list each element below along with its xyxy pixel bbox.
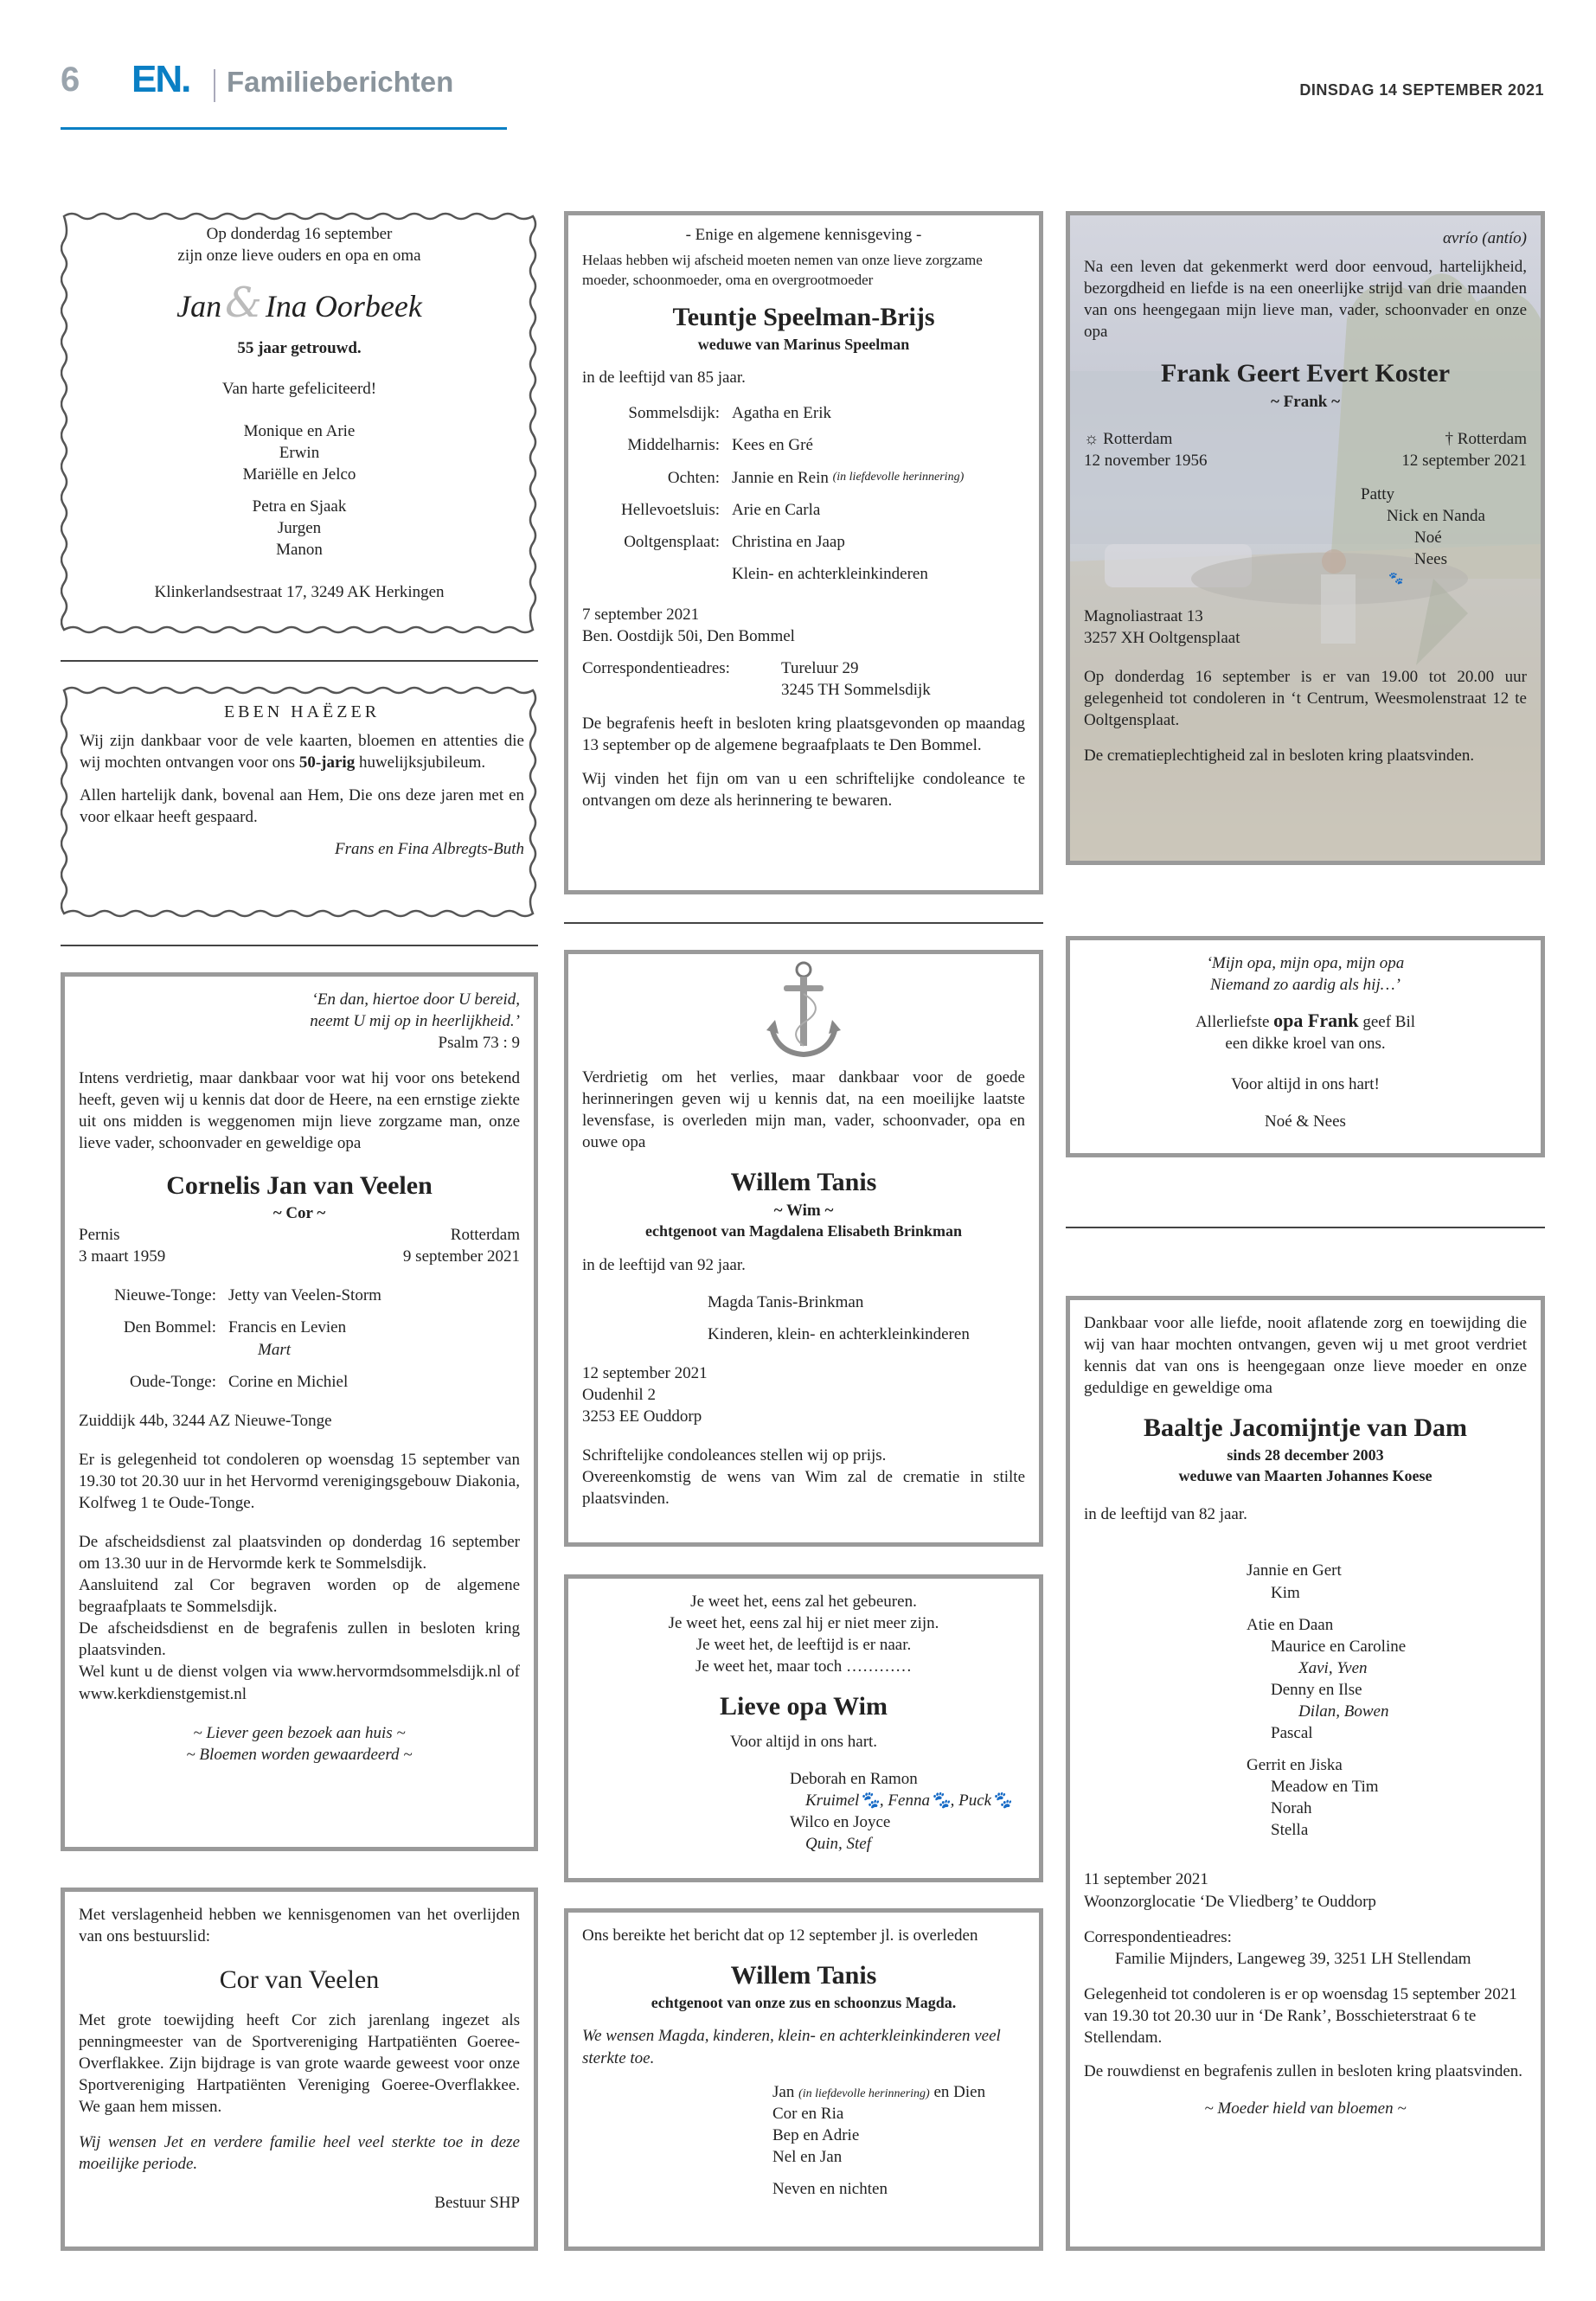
family-line: Stella xyxy=(1271,1821,1309,1840)
died-date: 9 september 2021 xyxy=(402,1247,520,1266)
deceased-name: Cornelis Jan van Veelen xyxy=(166,1170,433,1200)
deceased-name: Cor van Veelen xyxy=(219,1965,380,1995)
family-row: Middelharnis: Kees en Gré xyxy=(627,436,813,455)
family-line: Magda Tanis-Brinkman xyxy=(708,1292,864,1311)
family-line: Quin, Stef xyxy=(805,1835,871,1854)
paragraph: Wel kunt u de dienst volgen via www.hervormdsommelsdijk.nl of www.kerkdienstgemist.nl xyxy=(79,1663,520,1703)
paragraph: Wij wensen Jet en verdere familie heel veel sterkte toe in deze moeilijke periode. xyxy=(79,2133,520,2174)
family-line: Xavi, Yven xyxy=(1298,1658,1368,1677)
family-line: Kim xyxy=(1271,1583,1300,1602)
header-date: DINSDAG 14 SEPTEMBER 2021 xyxy=(1299,81,1544,99)
header-divider xyxy=(214,69,215,102)
paragraph: De afscheidsdienst zal plaatsvinden op donderdag 16 september om 13.30 uur in de Hervormde kerk te Sommelsdijk. xyxy=(79,1533,520,1574)
address: 3257 XH Ooltgensplaat xyxy=(1084,629,1240,648)
born-date: 12 november 1956 xyxy=(1084,452,1208,471)
intro: Met verslagenheid hebben we kennisgenomen van het overlijden van ons bestuurslid: xyxy=(79,1906,520,1946)
family-line: Meadow en Tim xyxy=(1271,1778,1379,1797)
family-line: Nees xyxy=(1414,550,1447,569)
obituary-teuntje xyxy=(564,211,1043,894)
paw-icon: 🐾 xyxy=(1388,571,1404,586)
age: in de leeftijd van 85 jaar. xyxy=(582,369,746,388)
quote: ‘En dan, hiertoe door U bereid, xyxy=(311,990,520,1009)
paragraph: Met grote toewijding heeft Cor zich jarenlang ingezet als penningmeester van de Sportvereniging Hartpatiënten Goeree-Overflakkee. Zijn bijdrage is van grote waarde geweest voor onze Sportvereniging Hartpatiënten Vereniging Goeree-Overflakkee. We gaan hem missen. xyxy=(79,2010,520,2117)
intro-line: Op donderdag 16 september xyxy=(206,225,393,243)
paragraph: Wij vinden het fijn om van u een schriftelijke condoleance te ontvangen om deze als herinnering te bewaren. xyxy=(582,770,1025,811)
born-date: 3 maart 1959 xyxy=(79,1247,166,1266)
intro: Ons bereikte het bericht dat op 12 september jl. is overleden xyxy=(582,1926,978,1945)
greek-text: ανrío (antío) xyxy=(1442,229,1527,247)
paragraph: De afscheidsdienst en de begrafenis zullen in besloten kring plaatsvinden. xyxy=(79,1619,520,1660)
nickname: ~ Cor ~ xyxy=(272,1204,326,1223)
address: Magnoliastraat 13 xyxy=(1084,607,1203,625)
family-line: Cor en Ria xyxy=(772,2104,844,2123)
obituary-cor-shp xyxy=(61,1888,538,2251)
poem-line: Je weet het, eens zal het gebeuren. xyxy=(690,1593,917,1611)
address: Klinkerlandsestraat 17, 3249 AK Herkingen xyxy=(154,583,445,602)
family-line: Manon xyxy=(276,541,323,560)
subtitle: echtgenoot van onze zus en schoonzus Magda. xyxy=(651,1993,957,2011)
divider xyxy=(564,922,1043,924)
date: 12 september 2021 xyxy=(582,1363,708,1382)
signature: Noé & Nees xyxy=(1265,1112,1346,1131)
family-row: Oude-Tonge: Corine en Michiel xyxy=(130,1372,349,1391)
paragraph: Schriftelijke condoleances stellen wij op prijs. xyxy=(582,1446,887,1465)
quote-ref: Psalm 73 : 9 xyxy=(438,1034,520,1053)
footer-line: ~ Liever geen bezoek aan huis ~ xyxy=(193,1723,406,1742)
subtitle: sinds 28 december 2003 xyxy=(1227,1445,1384,1464)
family-line: Norah xyxy=(1271,1799,1312,1818)
paragraph: De crematieplechtigheid zal in besloten kring plaatsvinden. xyxy=(1084,747,1475,766)
address: Zuiddijk 44b, 3244 AZ Nieuwe-Tonge xyxy=(79,1411,332,1430)
family-line: Wilco en Joyce xyxy=(790,1813,891,1832)
thanks-eben-haezer xyxy=(80,701,524,860)
intro: Dankbaar voor alle liefde, nooit aflatende zorg en toewijding die wij van haar mochten ontvangen, geven wij u met groot verdriet kennis dat van ons is heengegaan onze lieve moeder en onze geduldige en geweldige oma xyxy=(1084,1314,1527,1398)
footer-line: ~ Bloemen worden gewaardeerd ~ xyxy=(186,1745,413,1764)
line: Allerliefste opa Frank geef Bil xyxy=(1195,1009,1416,1032)
signature: Bestuur SHP xyxy=(434,2194,520,2213)
family-row: Sommelsdijk: Agatha en Erik xyxy=(628,404,832,423)
nickname: ~ Frank ~ xyxy=(1271,392,1340,411)
intro: Verdrietig om het verlies, maar dankbaar voor de goede herinneringen geven wij u kennis dat, na een moeilijke laatste levensfase, is overleden mijn man, vader, schoonvader, opa en ouwe opa xyxy=(582,1068,1025,1152)
subtitle: echtgenoot van Magdalena Elisabeth Brinkman xyxy=(644,1221,963,1240)
paragraph: Aansluitend zal Cor begraven worden op de algemene begraafplaats te Sommelsdijk. xyxy=(79,1576,520,1617)
heading: - Enige en algemene kennisgeving - xyxy=(685,226,922,244)
box-title: EBEN HAËZER xyxy=(223,702,381,721)
divider xyxy=(61,660,538,662)
family-line: Erwin xyxy=(279,443,320,462)
family-row: Klein- en achterkleinkinderen xyxy=(732,564,928,583)
born-place: Pernis xyxy=(79,1226,120,1245)
address: 3253 EE Ouddorp xyxy=(582,1407,702,1426)
family-line: Maurice en Caroline xyxy=(1271,1637,1407,1656)
line: een dikke kroel van ons. xyxy=(1225,1035,1386,1054)
paragraph: Gelegenheid tot condoleren is er op woensdag 15 september 2021 van 19.30 tot 20.30 uur in ‘De Rank’, Bosschieterstraat 6 te Stellendam. xyxy=(1084,1984,1517,2047)
paragraph: Er is gelegenheid tot condoleren op woensdag 15 september van 19.30 tot 20.30 uur in het Hervormd verenigingsgebouw Diakonia, Kolfweg 1 te Oude-Tonge. xyxy=(79,1450,520,1512)
line: Voor altijd in ons hart. xyxy=(729,1732,878,1751)
quote: ‘Mijn opa, mijn opa, mijn opa xyxy=(1206,954,1405,972)
paragraph: Op donderdag 16 september is er van 19.00 tot 20.00 uur gelegenheid tot condoleren in ‘t Centrum, Weesmolenstraat 12 te Ooltgensplaat. xyxy=(1084,668,1527,730)
age: in de leeftijd van 92 jaar. xyxy=(582,1255,746,1274)
correspondence-city: 3245 TH Sommelsdijk xyxy=(781,681,931,700)
correspondence-address: Familie Mijnders, Langeweg 39, 3251 LH Stellendam xyxy=(1115,1949,1471,1968)
intro: Helaas hebben wij afscheid moeten nemen van onze lieve zorgzame moeder, schoonmoeder, oma en overgrootmoeder xyxy=(582,252,983,288)
nickname: ~ Wim ~ xyxy=(773,1201,834,1220)
family-row: Nieuwe-Tonge: Jetty van Veelen-Storm xyxy=(114,1286,381,1305)
memorial-lieve-opa-wim xyxy=(564,1574,1043,1882)
divider xyxy=(61,945,538,946)
family-line: Neven en nichten xyxy=(772,2179,888,2198)
born-place: ☼ Rotterdam xyxy=(1084,430,1173,449)
intro-line: zijn onze lieve ouders en opa en oma xyxy=(177,247,421,266)
poem-line: Je weet het, maar toch ………… xyxy=(695,1657,913,1676)
age: in de leeftijd van 82 jaar. xyxy=(1084,1505,1247,1524)
line: Voor altijd in ons hart! xyxy=(1231,1075,1380,1094)
date: 11 september 2021 xyxy=(1084,1870,1208,1889)
died-place: Rotterdam xyxy=(450,1226,520,1245)
intro: Intens verdrietig, maar dankbaar voor wat hij voor ons betekend heeft, geven wij u kennis dat door de Heere, na een ernstige ziekte uit ons midden is weggenomen mijn lieve zorgzame man, onze lieve vader, schoonvader en geweldige opa xyxy=(79,1069,520,1153)
congrats: Van harte gefeliciteerd! xyxy=(221,379,377,398)
paragraph: De begrafenis heeft in besloten kring plaatsgevonden op maandag 13 september op de algemene begraafplaats te Den Bommel. xyxy=(582,715,1025,755)
family-line: Pascal xyxy=(1271,1724,1313,1743)
family-line: Kinderen, klein- en achterkleinkinderen xyxy=(708,1324,970,1343)
quote: Niemand zo aardig als hij…’ xyxy=(1210,976,1401,995)
title: Lieve opa Wim xyxy=(720,1692,888,1721)
family-line: Nick en Nanda xyxy=(1387,507,1485,526)
anchor-icon xyxy=(765,959,843,1061)
family-row: Ooltgensplaat: Christina en Jaap xyxy=(624,532,845,551)
obituary-willem-tanis-2 xyxy=(564,1908,1043,2251)
divider xyxy=(1066,1227,1545,1228)
family-row: Mart xyxy=(258,1340,291,1359)
poem-line: Je weet het, de leeftijd is er naar. xyxy=(695,1636,912,1655)
deceased-name: Willem Tanis xyxy=(730,1168,877,1197)
intro: Na een leven dat gekenmerkt werd door eenvoud, hartelijkheid, bezorgdheid en liefde is na een oneerlijke strijd van drie maanden van ons heengegaan mijn lieve man, vader, schoonvader en onze opa xyxy=(1084,258,1527,342)
anniversary-oorbeek xyxy=(69,223,529,603)
deceased-name: Baaltje Jacomijntje van Dam xyxy=(1143,1413,1468,1443)
obituary-baaltje xyxy=(1066,1296,1545,2251)
died-place: † Rotterdam xyxy=(1445,430,1527,449)
family-row: Ochten: Jannie en Rein (in liefdevolle herinnering) xyxy=(667,468,965,487)
date: 7 september 2021 xyxy=(582,605,700,624)
family-line: Jan (in liefdevolle herinnering) en Dien xyxy=(772,2082,986,2101)
logo: EN. xyxy=(131,58,190,100)
header-rule xyxy=(61,127,507,130)
family-line: Petra en Sjaak xyxy=(252,497,347,516)
family-line: Noé xyxy=(1414,529,1442,548)
address: Ben. Oostdijk 50i, Den Bommel xyxy=(582,626,795,645)
deceased-name: Willem Tanis xyxy=(730,1961,877,1990)
family-row: Hellevoetsluis: Arie en Carla xyxy=(621,500,821,519)
paragraph: De rouwdienst en begrafenis zullen in besloten kring plaatsvinden. xyxy=(1084,2061,1523,2080)
obituary-willem-tanis xyxy=(564,950,1043,1547)
correspondence: Correspondentieadres: xyxy=(1084,1927,1232,1946)
family-line: Atie en Daan xyxy=(1247,1615,1334,1634)
address: Woonzorglocatie ‘De Vliedberg’ te Ouddorp xyxy=(1084,1892,1376,1911)
family-line: Denny en Ilse xyxy=(1271,1680,1362,1699)
obituary-cornelis xyxy=(61,972,538,1851)
family-row: Den Bommel: Francis en Levien xyxy=(123,1318,347,1337)
paragraph: Overeenkomstig de wens van Wim zal de crematie in stilte plaatsvinden. xyxy=(582,1468,1025,1509)
subtitle: weduwe van Maarten Johannes Koese xyxy=(1178,1466,1433,1484)
subtitle: weduwe van Marinus Speelman xyxy=(697,335,910,353)
family-line: Monique en Arie xyxy=(243,421,356,440)
family-line: Kruimel🐾, Fenna🐾, Puck🐾 xyxy=(805,1791,1012,1811)
deceased-name: Frank Geert Evert Koster xyxy=(1160,359,1451,388)
poem-line: Je weet het, eens zal hij er niet meer zijn. xyxy=(668,1614,939,1633)
memorial-opa-frank xyxy=(1066,936,1545,1157)
years-married: 55 jaar getrouwd. xyxy=(237,338,362,357)
died-date: 12 september 2021 xyxy=(1401,452,1527,471)
family-line: Gerrit en Jiska xyxy=(1247,1756,1343,1775)
paragraph: Wij zijn dankbaar voor de vele kaarten, bloemen en attenties die wij mochten ontvangen voor ons 50-jarig huwelijksjubileum. xyxy=(80,732,524,772)
family-line: Mariëlle en Jelco xyxy=(242,465,356,484)
paragraph: Allen hartelijk dank, bovenal aan Hem, Die ons deze jaren met en voor elkaar heeft gespaard. xyxy=(80,785,524,826)
family-line: Bep en Adrie xyxy=(772,2125,860,2144)
quote: neemt U mij op in heerlijkheid.’ xyxy=(310,1012,520,1031)
address: Oudenhil 2 xyxy=(582,1386,656,1405)
family-line: Jannie en Gert xyxy=(1247,1561,1342,1580)
section-title: Familieberichten xyxy=(227,66,454,98)
family-line: Jurgen xyxy=(277,519,322,538)
family-line: Nel en Jan xyxy=(772,2147,843,2166)
family-line: Patty xyxy=(1361,485,1395,504)
page-number: 6 xyxy=(61,61,80,99)
obituary-frank-koster xyxy=(1066,211,1545,865)
wish: We wensen Magda, kinderen, klein- en achterkleinkinderen veel sterkte toe. xyxy=(582,2027,1001,2067)
deceased-name: Teuntje Speelman-Brijs xyxy=(672,302,935,331)
couple-name: Jan& Ina Oorbeek xyxy=(176,279,422,328)
signature: Frans en Fina Albregts-Buth xyxy=(334,839,524,858)
family-line: Dilan, Bowen xyxy=(1298,1702,1389,1721)
family-line: Deborah en Ramon xyxy=(790,1769,918,1788)
footer-line: ~ Moeder hield van bloemen ~ xyxy=(1204,2099,1407,2118)
correspondence: Correspondentieadres: Tureluur 29 xyxy=(582,659,859,677)
